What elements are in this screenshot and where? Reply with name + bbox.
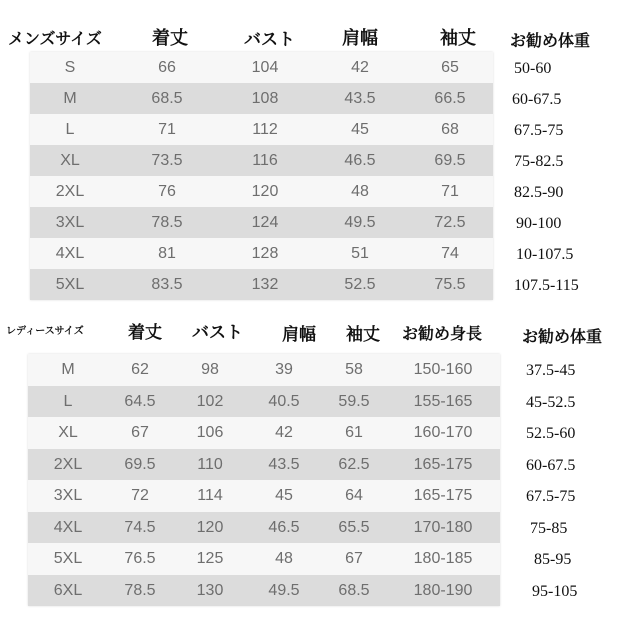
cell-size: M xyxy=(61,361,75,378)
cell-length: 83.5 xyxy=(151,276,183,293)
recommended-weight: 75-82.5 xyxy=(514,153,564,170)
cell-bust: 132 xyxy=(251,276,279,293)
recommended-weight: 60-67.5 xyxy=(526,456,576,474)
cell-length: 64.5 xyxy=(124,392,156,410)
cell-size: L xyxy=(65,121,75,138)
cell-bust: 116 xyxy=(252,152,278,169)
cell-size: 4XL xyxy=(53,518,83,536)
recommended-weight: 107.5-115 xyxy=(514,277,579,294)
mens-header-shoulder: 肩幅 xyxy=(342,28,378,49)
cell-bust: 112 xyxy=(252,121,278,138)
cell-shoulder: 40.5 xyxy=(268,392,300,410)
cell-size: 6XL xyxy=(53,581,83,599)
cell-bust: 98 xyxy=(201,361,219,378)
cell-length: 68.5 xyxy=(151,90,183,107)
cell-bust: 110 xyxy=(197,455,223,473)
cell-bust: 108 xyxy=(251,90,279,107)
cell-shoulder: 48 xyxy=(351,183,369,200)
cell-bust: 114 xyxy=(197,487,223,504)
cell-length: 69.5 xyxy=(124,455,156,473)
table-row xyxy=(28,449,500,481)
ladies-header-weight: お勧め体重 xyxy=(522,327,603,346)
cell-height: 165-175 xyxy=(413,455,473,473)
mens-size-table xyxy=(30,52,493,300)
cell-size: M xyxy=(63,90,77,107)
cell-sleeve: 65 xyxy=(441,59,459,76)
cell-size: L xyxy=(63,392,73,410)
recommended-weight: 75-85 xyxy=(530,519,568,537)
cell-shoulder: 42 xyxy=(351,59,369,76)
cell-shoulder: 45 xyxy=(275,487,293,504)
recommended-weight: 67.5-75 xyxy=(526,488,576,505)
table-row xyxy=(30,269,493,300)
table-row xyxy=(28,386,500,418)
mens-header-bust: バスト xyxy=(244,30,295,50)
recommended-weight: 82.5-90 xyxy=(514,184,564,201)
cell-shoulder: 45 xyxy=(351,121,369,138)
cell-bust: 102 xyxy=(196,392,224,410)
cell-size: 3XL xyxy=(53,487,83,504)
cell-length: 78.5 xyxy=(151,214,183,231)
cell-length: 78.5 xyxy=(124,581,156,599)
table-row xyxy=(30,114,493,145)
cell-length: 76.5 xyxy=(124,550,156,567)
table-row xyxy=(28,354,500,386)
cell-shoulder: 48 xyxy=(275,550,293,567)
cell-sleeve: 67 xyxy=(345,550,363,567)
ladies-header-height: お勧め身長 xyxy=(402,324,483,343)
cell-height: 165-175 xyxy=(413,487,473,504)
cell-length: 76 xyxy=(158,183,176,200)
cell-shoulder: 39 xyxy=(275,361,293,378)
cell-height: 180-185 xyxy=(413,550,473,567)
cell-sleeve: 64 xyxy=(345,487,363,504)
mens-header-weight: お勧め体重 xyxy=(510,31,591,50)
cell-size: 2XL xyxy=(53,455,83,473)
cell-height: 150-160 xyxy=(413,361,473,378)
cell-length: 72 xyxy=(131,487,149,504)
cell-shoulder: 43.5 xyxy=(344,90,376,107)
recommended-weight: 85-95 xyxy=(534,551,572,568)
cell-bust: 104 xyxy=(251,59,279,76)
cell-sleeve: 69.5 xyxy=(434,152,466,169)
cell-sleeve: 68 xyxy=(441,121,459,138)
ladies-size-section xyxy=(0,310,640,640)
table-row xyxy=(28,575,500,607)
recommended-weight: 60-67.5 xyxy=(512,91,562,108)
recommended-weight: 50-60 xyxy=(514,60,552,77)
cell-length: 66 xyxy=(158,59,176,76)
recommended-weight: 45-52.5 xyxy=(526,393,576,411)
cell-length: 67 xyxy=(131,424,149,441)
recommended-weight: 52.5-60 xyxy=(526,425,576,442)
cell-size: 2XL xyxy=(55,183,85,200)
recommended-weight: 37.5-45 xyxy=(526,362,576,379)
cell-size: S xyxy=(64,59,76,76)
cell-bust: 130 xyxy=(196,581,224,599)
cell-size: 5XL xyxy=(53,550,83,567)
ladies-header-shoulder: 肩幅 xyxy=(282,325,316,345)
cell-shoulder: 42 xyxy=(275,424,293,441)
table-row xyxy=(28,543,500,575)
cell-sleeve: 74 xyxy=(441,245,459,262)
ladies-size-table xyxy=(28,354,500,606)
table-row xyxy=(30,238,493,269)
cell-size: XL xyxy=(58,424,78,441)
recommended-weight: 95-105 xyxy=(532,582,578,600)
ladies-header-length: 着丈 xyxy=(128,323,162,343)
cell-sleeve: 71 xyxy=(441,183,459,200)
mens-header-length: 着丈 xyxy=(152,28,188,49)
cell-sleeve: 58 xyxy=(345,361,363,378)
cell-shoulder: 49.5 xyxy=(268,581,300,599)
ladies-header-sleeve: 袖丈 xyxy=(346,325,380,345)
cell-length: 62 xyxy=(131,361,149,378)
cell-sleeve: 62.5 xyxy=(338,455,370,473)
mens-size-title: メンズサイズ xyxy=(8,29,102,48)
table-row xyxy=(30,207,493,238)
table-row xyxy=(30,52,493,83)
table-row xyxy=(28,417,500,449)
cell-bust: 124 xyxy=(251,214,279,231)
cell-height: 155-165 xyxy=(413,392,473,410)
cell-sleeve: 68.5 xyxy=(338,581,370,599)
cell-length: 81 xyxy=(158,245,176,262)
table-row xyxy=(28,480,500,512)
cell-bust: 120 xyxy=(196,518,224,536)
recommended-weight: 67.5-75 xyxy=(514,122,564,139)
cell-length: 71 xyxy=(158,121,176,138)
cell-sleeve: 65.5 xyxy=(338,518,370,536)
table-row xyxy=(30,176,493,207)
cell-size: 5XL xyxy=(55,276,85,293)
cell-shoulder: 52.5 xyxy=(344,276,376,293)
cell-height: 170-180 xyxy=(413,518,473,536)
mens-header-sleeve: 袖丈 xyxy=(440,28,476,49)
cell-size: 4XL xyxy=(55,245,85,262)
recommended-weight: 10-107.5 xyxy=(516,246,574,263)
cell-sleeve: 61 xyxy=(345,424,363,441)
cell-shoulder: 49.5 xyxy=(344,214,376,231)
cell-shoulder: 43.5 xyxy=(268,455,300,473)
cell-sleeve: 59.5 xyxy=(338,392,370,410)
cell-length: 74.5 xyxy=(124,518,156,536)
cell-bust: 120 xyxy=(251,183,279,200)
recommended-weight: 90-100 xyxy=(516,215,562,232)
cell-sleeve: 66.5 xyxy=(434,90,466,107)
table-row xyxy=(30,145,493,176)
cell-sleeve: 72.5 xyxy=(434,214,466,231)
table-row xyxy=(28,512,500,544)
cell-height: 180-190 xyxy=(413,581,473,599)
mens-size-section xyxy=(0,0,640,310)
cell-shoulder: 46.5 xyxy=(268,518,300,536)
ladies-size-title: レディースサイズ xyxy=(6,326,84,337)
cell-shoulder: 51 xyxy=(351,245,369,262)
cell-bust: 125 xyxy=(196,550,224,567)
cell-bust: 106 xyxy=(196,424,224,441)
cell-sleeve: 75.5 xyxy=(434,276,466,293)
table-row xyxy=(30,83,493,114)
ladies-header-bust: バスト xyxy=(192,323,243,343)
cell-shoulder: 46.5 xyxy=(344,152,376,169)
cell-height: 160-170 xyxy=(413,424,473,441)
cell-size: 3XL xyxy=(55,214,85,231)
cell-bust: 128 xyxy=(251,245,279,262)
cell-size: XL xyxy=(60,152,80,169)
cell-length: 73.5 xyxy=(151,152,183,169)
